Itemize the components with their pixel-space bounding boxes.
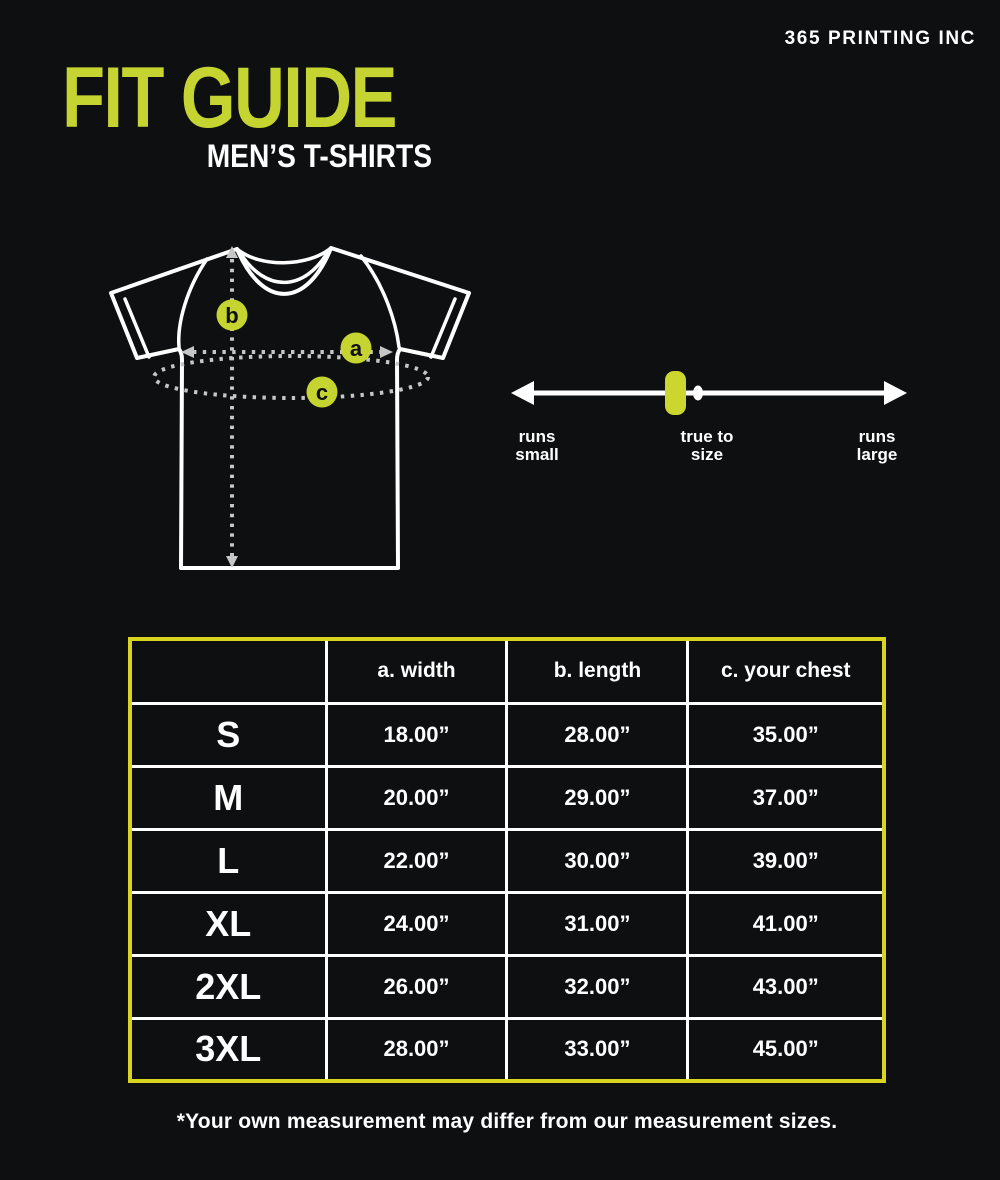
table-row	[130, 955, 884, 1018]
tshirt-outline-icon	[111, 248, 469, 568]
chest-cell: 37.00”	[688, 766, 884, 829]
size-cell: S	[130, 703, 326, 766]
width-cell: 20.00”	[326, 766, 507, 829]
size-table	[128, 637, 886, 1083]
tshirt-measurement-diagram	[95, 228, 475, 578]
scale-label-line: size	[690, 445, 724, 464]
chest-cell: 43.00”	[688, 955, 884, 1018]
size-table-wrap	[128, 637, 886, 1083]
width-cell: 28.00”	[326, 1018, 507, 1081]
header-cell-empty	[130, 639, 326, 703]
chest-cell: 35.00”	[688, 703, 884, 766]
table-row	[130, 1018, 884, 1081]
length-cell: 30.00”	[507, 829, 688, 892]
brand-name: 365 PRINTING INC	[784, 28, 976, 49]
marker-c-letter: c	[315, 380, 329, 405]
table-header-row	[130, 639, 884, 703]
header-cell-chest: c. your chest	[688, 639, 884, 703]
table-row	[130, 892, 884, 955]
size-cell: L	[130, 829, 326, 892]
length-cell: 29.00”	[507, 766, 688, 829]
scale-label-runs-small	[515, 428, 558, 464]
width-cell: 18.00”	[326, 703, 507, 766]
scale-indicator	[665, 371, 686, 415]
size-cell: 2XL	[130, 955, 326, 1018]
fit-scale-axis	[505, 370, 913, 418]
length-cell: 32.00”	[507, 955, 688, 1018]
marker-b	[217, 300, 248, 331]
width-cell: 22.00”	[326, 829, 507, 892]
size-cell: XL	[130, 892, 326, 955]
scale-left-arrow-icon	[511, 381, 534, 405]
measurement-footnote: *Your own measurement may differ from our measurement sizes.	[176, 1110, 838, 1133]
scale-label-line: small	[515, 445, 559, 464]
header-cell-length: b. length	[507, 639, 688, 703]
marker-a-letter: a	[349, 336, 363, 361]
scale-label-line: runs	[858, 427, 896, 446]
chest-measure-ellipse	[154, 356, 428, 398]
table-row	[130, 703, 884, 766]
width-cell: 26.00”	[326, 955, 507, 1018]
page-title: FIT GUIDE	[62, 50, 396, 146]
title-block	[62, 50, 432, 174]
scale-label-line: runs	[518, 427, 556, 446]
size-cell: 3XL	[130, 1018, 326, 1081]
table-row	[130, 829, 884, 892]
marker-a	[341, 333, 372, 364]
size-cell: M	[130, 766, 326, 829]
chest-cell: 39.00”	[688, 829, 884, 892]
scale-right-arrow-icon	[884, 381, 907, 405]
scale-label-runs-large	[857, 428, 898, 464]
length-cell: 33.00”	[507, 1018, 688, 1081]
page-subtitle: MEN’S T-SHIRTS	[206, 138, 432, 174]
length-cell: 31.00”	[507, 892, 688, 955]
width-cell: 24.00”	[326, 892, 507, 955]
scale-label-line: true to	[680, 427, 734, 446]
chest-cell: 41.00”	[688, 892, 884, 955]
chest-cell: 45.00”	[688, 1018, 884, 1081]
marker-c	[307, 377, 338, 408]
scale-label-line: large	[856, 445, 898, 464]
scale-label-true-to-size	[681, 428, 734, 464]
scale-dot	[693, 386, 703, 401]
marker-b-letter: b	[225, 303, 239, 328]
length-cell: 28.00”	[507, 703, 688, 766]
table-row	[130, 766, 884, 829]
header-cell-width: a. width	[326, 639, 507, 703]
fit-scale	[505, 370, 913, 480]
